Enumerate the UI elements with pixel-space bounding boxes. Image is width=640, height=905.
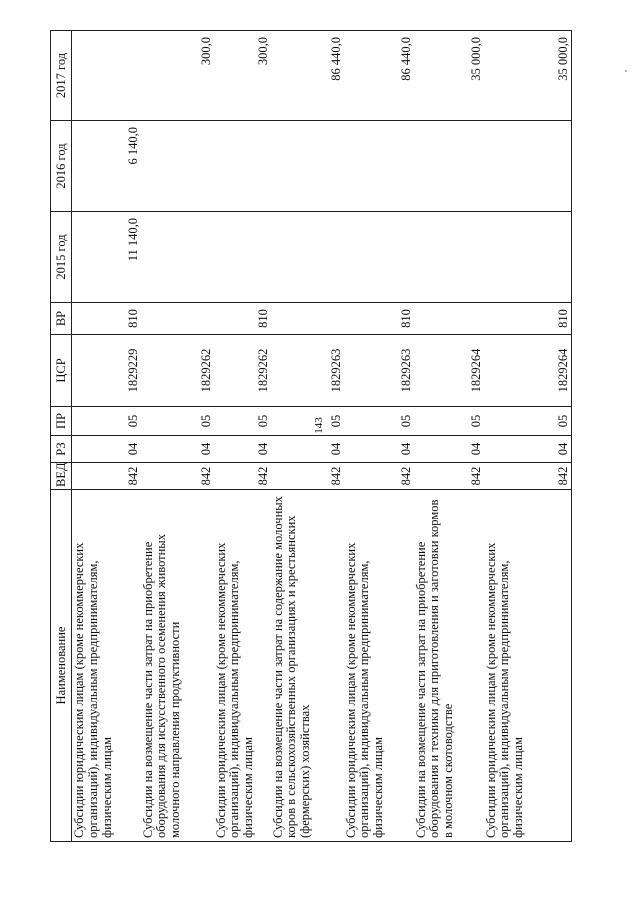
row-2016 [141,121,214,212]
row-csr: 1829264 [484,335,572,407]
budget-table [50,30,572,842]
row-2016: 6 140,0 [72,121,141,212]
row-csr: 1829262 [141,335,214,407]
table-row [414,31,484,842]
row-ved: 842 [214,463,271,490]
table-row [72,31,141,842]
row-2017: 86 440,0 [271,31,344,121]
row-vr: 810 [72,303,141,335]
table-row [214,31,271,842]
row-vr [271,303,344,335]
row-rz: 04 [141,436,214,463]
row-rz: 04 [72,436,141,463]
row-pr: 05 [141,407,214,436]
row-2015 [414,212,484,303]
row-pr: 05 [414,407,484,436]
row-ved: 842 [414,463,484,490]
budget-table-container [50,30,572,842]
row-csr: 1829229 [72,335,141,407]
header-pr: ПР [51,407,72,436]
row-2017: 35 000,0 [484,31,572,121]
row-2017: 86 440,0 [344,31,414,121]
row-pr: 05 [214,407,271,436]
table-row [344,31,414,842]
row-vr [141,303,214,335]
row-pr: 05 [72,407,141,436]
table-row [484,31,572,842]
row-2015 [484,212,572,303]
row-rz: 04 [344,436,414,463]
row-name: Субсидии на возмещение части затрат на приобретение оборудования и техники для приготовления и заготовки кормов в молочном скотоводстве [414,490,484,842]
row-csr: 1829262 [214,335,271,407]
header-2015: 2015 год [51,212,72,303]
row-ved: 842 [484,463,572,490]
table-header-row [51,31,72,842]
row-2016 [214,121,271,212]
row-2015 [214,212,271,303]
row-name: Субсидии юридическим лицам (кроме некоммерческих организаций), индивидуальным предпринимателям, физическим лицам [214,490,271,842]
table-row [271,31,344,842]
row-name: Субсидии на возмещение части затрат на приобретение оборудования для искусственного осеменения животных молочного направления продуктивности [141,490,214,842]
row-2016 [344,121,414,212]
header-ved: ВЕД [51,463,72,490]
row-2016 [414,121,484,212]
row-2015 [271,212,344,303]
row-2015: 11 140,0 [72,212,141,303]
scan-speck [625,70,627,72]
table-row [141,31,214,842]
row-name: Субсидии на возмещение части затрат на содержание молочных коров в сельскохозяйственных организациях и крестьянских (фермерских) хозяйствах [271,490,344,842]
row-rz: 04 [214,436,271,463]
header-2016: 2016 год [51,121,72,212]
row-vr [414,303,484,335]
row-csr: 1829263 [271,335,344,407]
row-2015 [141,212,214,303]
row-ved: 842 [141,463,214,490]
row-csr: 1829263 [344,335,414,407]
header-rz: РЗ [51,436,72,463]
row-ved: 842 [72,463,141,490]
row-name: Субсидии юридическим лицам (кроме некоммерческих организаций), индивидуальным предпринимателям, физическим лицам [484,490,572,842]
row-vr: 810 [484,303,572,335]
page-number: 143 [312,417,325,434]
row-2016 [271,121,344,212]
row-ved: 842 [271,463,344,490]
row-2017: 300,0 [141,31,214,121]
row-rz: 04 [271,436,344,463]
row-2016 [484,121,572,212]
row-ved: 842 [344,463,414,490]
row-vr: 810 [344,303,414,335]
row-2017 [72,31,141,121]
row-2015 [344,212,414,303]
row-pr: 05 [271,407,344,436]
header-name: Наименование [51,490,72,842]
row-csr: 1829264 [414,335,484,407]
row-rz: 04 [484,436,572,463]
header-csr: ЦСР [51,335,72,407]
row-name: Субсидии юридическим лицам (кроме некоммерческих организаций), индивидуальным предпринимателям, физическим лицам [344,490,414,842]
row-pr: 05 [484,407,572,436]
row-rz: 04 [414,436,484,463]
row-2017: 300,0 [214,31,271,121]
header-vr: ВР [51,303,72,335]
row-vr: 810 [214,303,271,335]
row-name: Субсидии юридическим лицам (кроме некоммерческих организаций), индивидуальным предпринимателям, физическим лицам [72,490,141,842]
row-2017: 35 000,0 [414,31,484,121]
header-2017: 2017 год [51,31,72,121]
row-pr: 05 [344,407,414,436]
